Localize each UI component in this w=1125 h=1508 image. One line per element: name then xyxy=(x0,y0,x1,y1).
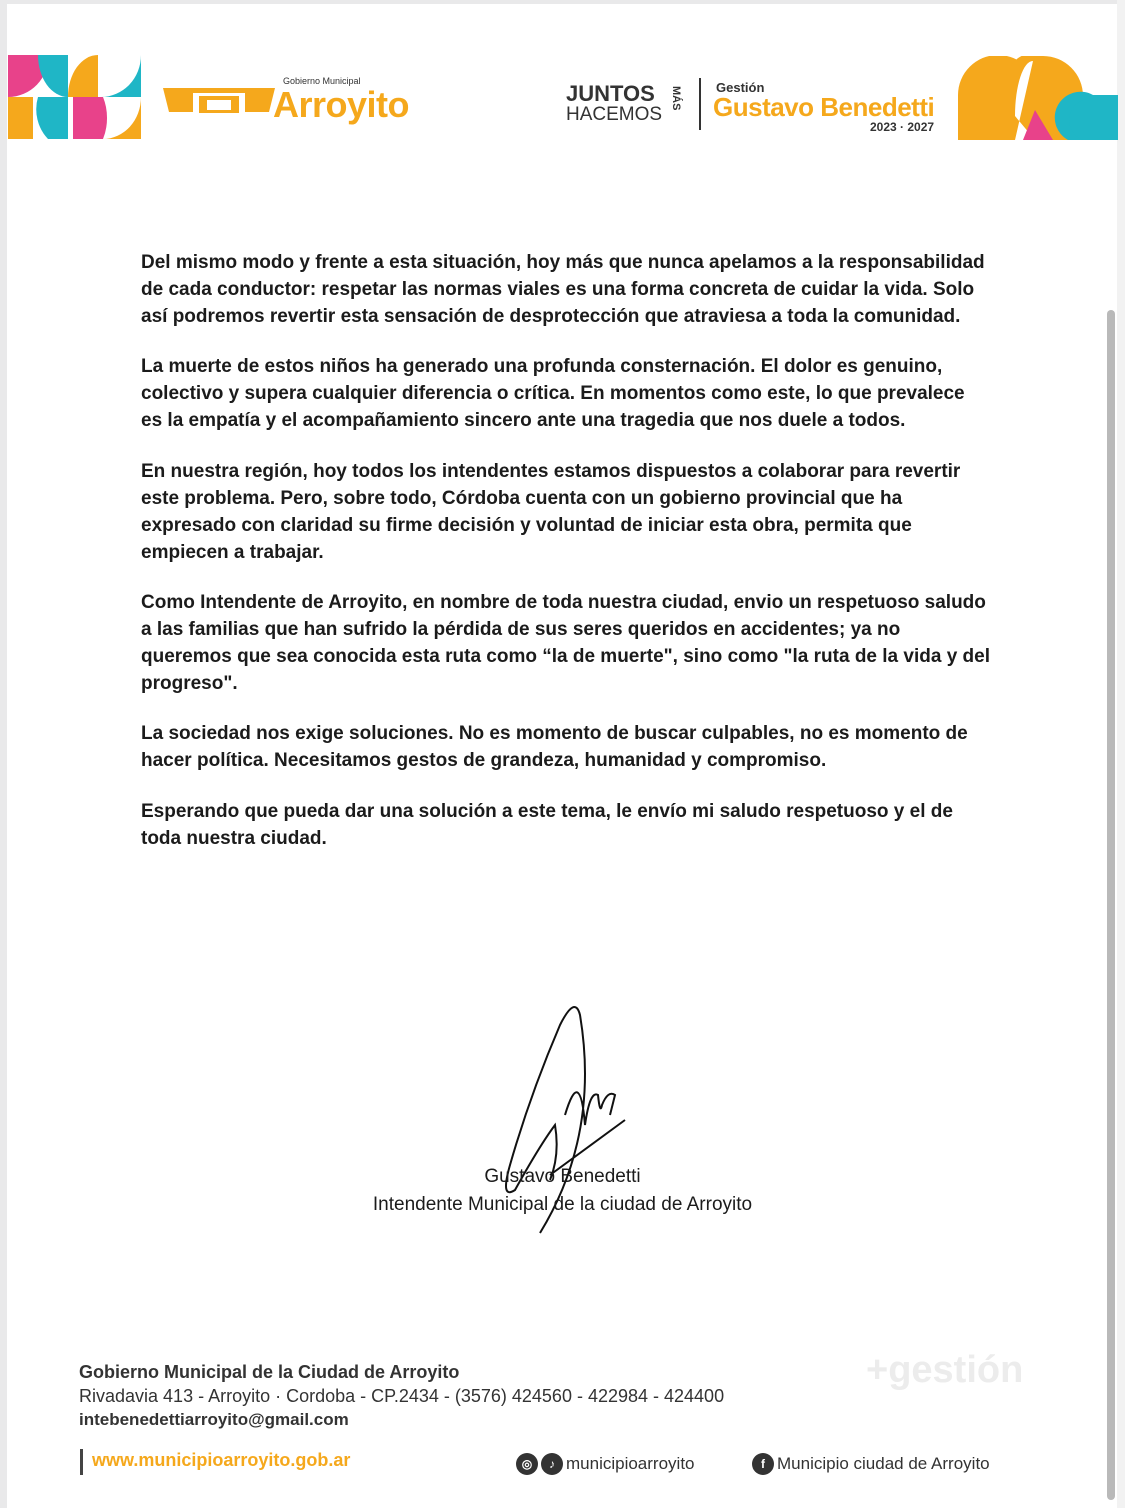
slogan-top: JUNTOS xyxy=(566,81,655,106)
facebook-name: Municipio ciudad de Arroyito xyxy=(777,1454,990,1473)
gestion-watermark: +gestión xyxy=(866,1349,1024,1391)
paragraph: Del mismo modo y frente a esta situación, hoy más que nunca apelamos a la responsabilidad de cada conductor: respetar las normas viales es una forma concreta de cuidar la vida. Solo así podremos revertir esta sensación de desprotección que atraviesa a toda la comunidad. xyxy=(141,252,985,328)
instagram-icon: ◎ xyxy=(516,1453,538,1475)
paragraph: Como Intendente de Arroyito, en nombre de toda nuestra ciudad, envio un respetuoso saludo a las familias que han sufrido la pérdida de sus seres queridos en accidentes; ya no queremos que sea conocida esta ruta como “la de muerte", sino como "la ruta de la vida y del progreso". xyxy=(141,591,990,695)
paragraph: La sociedad nos exige soluciones. No es momento de buscar culpables, no es momento de hacer política. Necesitamos gestos de grandeza, humanidad y compromiso. xyxy=(141,723,968,772)
slogan-bottom: HACEMOS xyxy=(566,104,663,125)
signer-name: Gustavo Benedetti xyxy=(484,1166,641,1187)
letter-body xyxy=(141,249,991,875)
gestion-name: Gustavo Benedetti xyxy=(713,92,935,122)
social-facebook[interactable] xyxy=(752,1453,990,1475)
social-handle: municipioarroyito xyxy=(566,1454,695,1473)
logo-name: Arroyito xyxy=(273,84,410,125)
decorative-arch-logo xyxy=(958,56,1118,140)
paragraph: En nuestra región, hoy todos los intendentes estamos dispuestos a colaborar para revertir este problema. Pero, sobre todo, Córdoba cuenta con un gobierno provincial que ha expresado con claridad su firme decisión y voluntad de iniciar esta obra, permita que empiecen a trabajar. xyxy=(141,460,961,563)
paragraph: La muerte de estos niños ha generado una profunda consternación. El dolor es genuino, colectivo y supera cualquier diferencia o crítica. En momentos como este, lo que prevalece es la empatía y el acompañamiento sincero ante una tragedia que nos duele a todos. xyxy=(141,356,965,432)
divider xyxy=(699,78,701,130)
footer-org: Gobierno Municipal de la Ciudad de Arroyito xyxy=(79,1362,460,1382)
footer-address: Rivadavia 413 - Arroyito · Cordoba - CP.2434 - (3576) 424560 - 422984 - 424400 xyxy=(79,1386,725,1406)
logo-subtitle: Gobierno Municipal xyxy=(283,76,361,86)
facebook-icon: f xyxy=(752,1453,774,1475)
tiktok-icon: ♪ xyxy=(541,1453,563,1475)
municipal-building-icon xyxy=(163,78,275,118)
scrollbar-track[interactable] xyxy=(1117,0,1125,1508)
paragraph: Esperando que pueda dar una solución a este tema, le envío mi saludo respetuoso y el de toda nuestra ciudad. xyxy=(141,800,953,849)
website-link[interactable]: www.municipioarroyito.gob.ar xyxy=(92,1450,351,1470)
scrollbar-thumb[interactable] xyxy=(1107,310,1115,1500)
divider xyxy=(80,1449,83,1475)
gestion-label: Gestión xyxy=(716,80,765,95)
gestion-years: 2023 · 2027 xyxy=(870,120,935,134)
slogan-side: MÁS xyxy=(670,86,682,111)
social-instagram-tiktok[interactable] xyxy=(516,1453,695,1475)
footer-email[interactable]: intebenedettiarroyito@gmail.com xyxy=(79,1410,349,1429)
decorative-shapes-logo xyxy=(8,55,141,139)
signer-title: Intendente Municipal de la ciudad de Arroyito xyxy=(372,1194,753,1215)
